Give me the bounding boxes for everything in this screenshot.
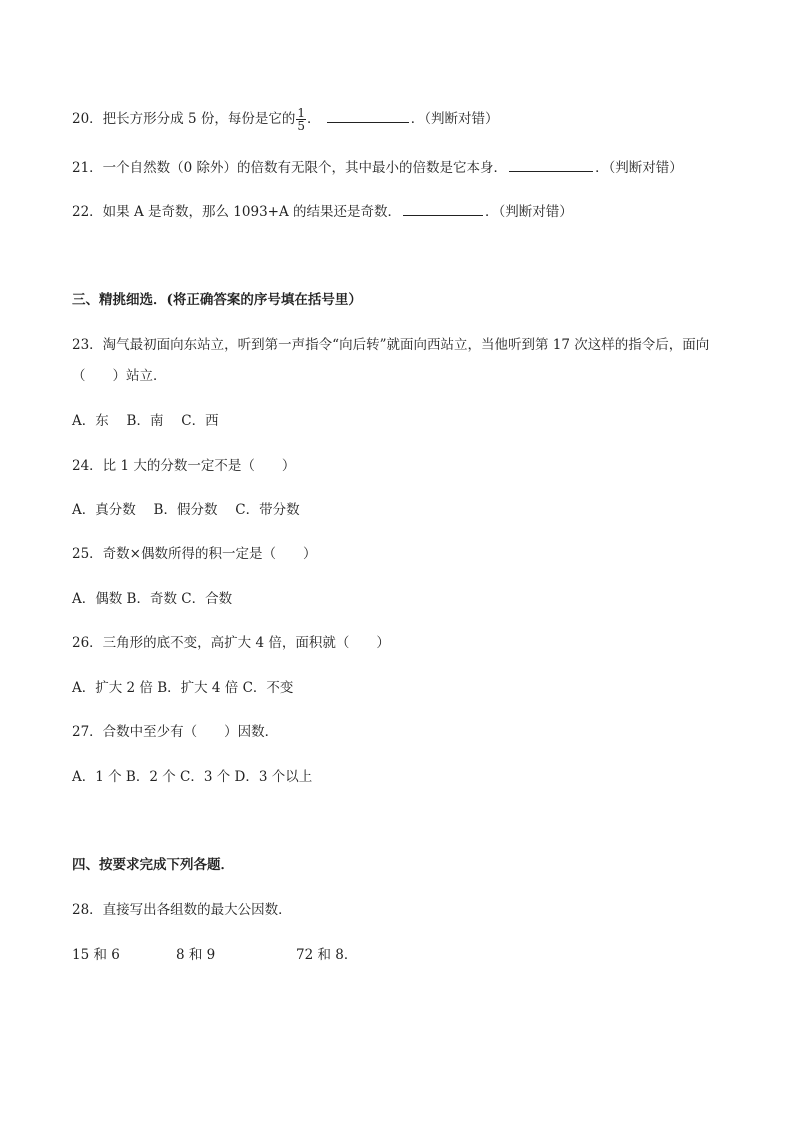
question-25-options: A．偶数 B．奇数 C．合数: [72, 591, 233, 607]
question-22-tail: ．（判断对错）: [485, 204, 573, 220]
question-23-line-2: （ ）站立．: [72, 368, 167, 384]
answer-blank-22[interactable]: [403, 201, 483, 216]
question-21: [72, 157, 683, 178]
fraction-one-fifth: [296, 107, 306, 132]
answer-blank-20[interactable]: [327, 108, 409, 123]
question-20-tail: ．（判断对错）: [410, 111, 499, 127]
fraction-numerator: 1: [297, 106, 305, 120]
question-24-stem: 24．比 1 大的分数一定不是（ ）: [72, 458, 296, 474]
question-27-stem: 27．合数中至少有（ ）因数．: [72, 724, 279, 740]
question-20-period: ．: [307, 111, 321, 127]
gcd-item-2: 8 和 9: [176, 947, 216, 963]
gcd-item-1: 15 和 6: [72, 947, 120, 963]
section-4-heading: 四、按要求完成下列各题．: [72, 857, 234, 873]
question-26-stem: 26．三角形的底不变，高扩大 4 倍，面积就（ ）: [72, 635, 390, 651]
question-22: [72, 201, 573, 222]
question-20: [72, 107, 499, 132]
question-23-line-1: 23．淘气最初面向东站立，听到第一声指令“向后转”就面向西站立，当他听到第 17 次这样的指令后，面向: [72, 337, 710, 353]
question-23-options: A．东 B．南 C．西: [72, 413, 219, 429]
fraction-denominator: 5: [297, 119, 305, 133]
answer-blank-21[interactable]: [509, 157, 593, 172]
question-22-text: 22．如果 A 是奇数，那么 1093+A 的结果还是奇数．: [72, 204, 402, 220]
question-24-options: A．真分数 B．假分数 C．带分数: [72, 502, 300, 518]
question-28-stem: 28．直接写出各组数的最大公因数．: [72, 902, 292, 918]
question-20-text: 20．把长方形分成 5 份，每份是它的: [72, 111, 296, 127]
question-21-text: 21．一个自然数（0 除外）的倍数有无限个，其中最小的倍数是它本身．: [72, 160, 508, 176]
question-26-options: A．扩大 2 倍 B．扩大 4 倍 C．不变: [72, 680, 294, 696]
question-25-stem: 25．奇数×偶数所得的积一定是（ ）: [72, 546, 317, 562]
question-21-tail: ．（判断对错）: [595, 160, 683, 176]
question-27-options: A．1 个 B．2 个 C．3 个 D．3 个以上: [72, 769, 313, 785]
gcd-item-3: 72 和 8．: [296, 947, 358, 963]
section-3-heading: 三、精挑细选．(将正确答案的序号填在括号里）: [72, 292, 362, 308]
